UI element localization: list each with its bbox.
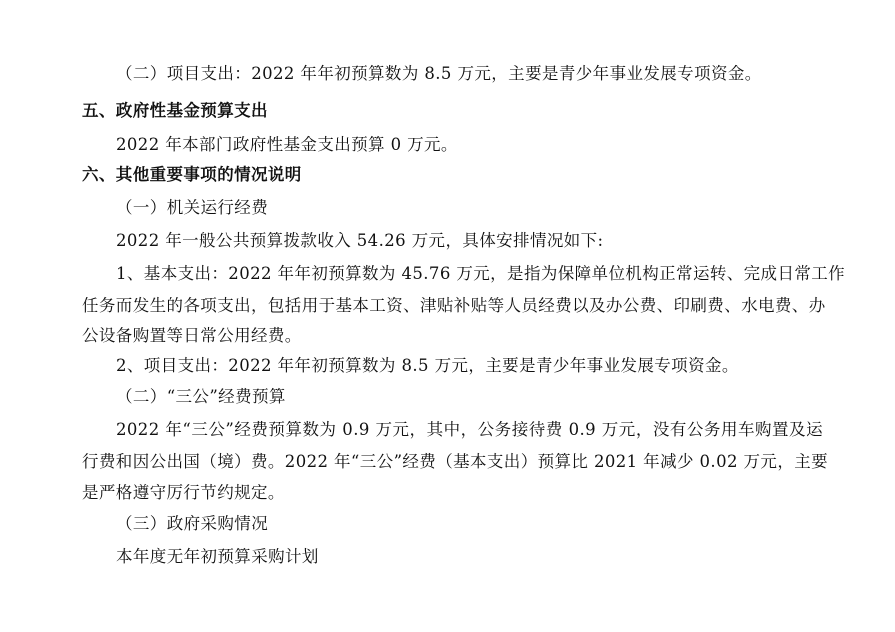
section-heading-other-matters: 六、其他重要事项的情况说明 — [82, 165, 302, 184]
basic-expenditure-paragraph-line-2: 任务而发生的各项支出，包括用于基本工资、津贴补贴等人员经费以及办公费、印刷费、水电费、办 — [82, 296, 826, 315]
subheading-three-public-budget: （二）“三公”经费预算 — [116, 387, 286, 406]
three-public-paragraph-line-3: 是严格遵守厉行节约规定。 — [82, 483, 285, 502]
project-expenditure-paragraph: （二）项目支出：2022 年年初预算数为 8.5 万元，主要是青少年事业发展专项资金。 — [116, 64, 762, 83]
procurement-paragraph: 本年度无年初预算采购计划 — [116, 547, 319, 566]
three-public-paragraph-line-2: 行费和因公出国（境）费。2022 年“三公”经费（基本支出）预算比 2021 年减少 0.02 万元，主要 — [82, 452, 829, 471]
government-fund-paragraph: 2022 年本部门政府性基金支出预算 0 万元。 — [116, 135, 458, 154]
subheading-agency-operating-costs: （一）机关运行经费 — [116, 198, 269, 217]
basic-expenditure-paragraph-line-3: 公设备购置等日常公用经费。 — [82, 326, 302, 345]
general-budget-paragraph: 2022 年一般公共预算拨款收入 54.26 万元，具体安排情况如下: — [116, 231, 604, 250]
three-public-paragraph-line-1: 2022 年“三公”经费预算数为 0.9 万元，其中，公务接待费 0.9 万元，没有公务用车购置及运 — [116, 420, 823, 439]
basic-expenditure-paragraph-line-1: 1、基本支出：2022 年年初预算数为 45.76 万元，是指为保障单位机构正常运转、完成日常工作 — [116, 264, 846, 283]
project-expenditure-item-paragraph: 2、项目支出：2022 年年初预算数为 8.5 万元，主要是青少年事业发展专项资金。 — [116, 356, 739, 375]
section-heading-government-fund: 五、政府性基金预算支出 — [82, 101, 268, 120]
subheading-government-procurement: （三）政府采购情况 — [116, 514, 269, 533]
